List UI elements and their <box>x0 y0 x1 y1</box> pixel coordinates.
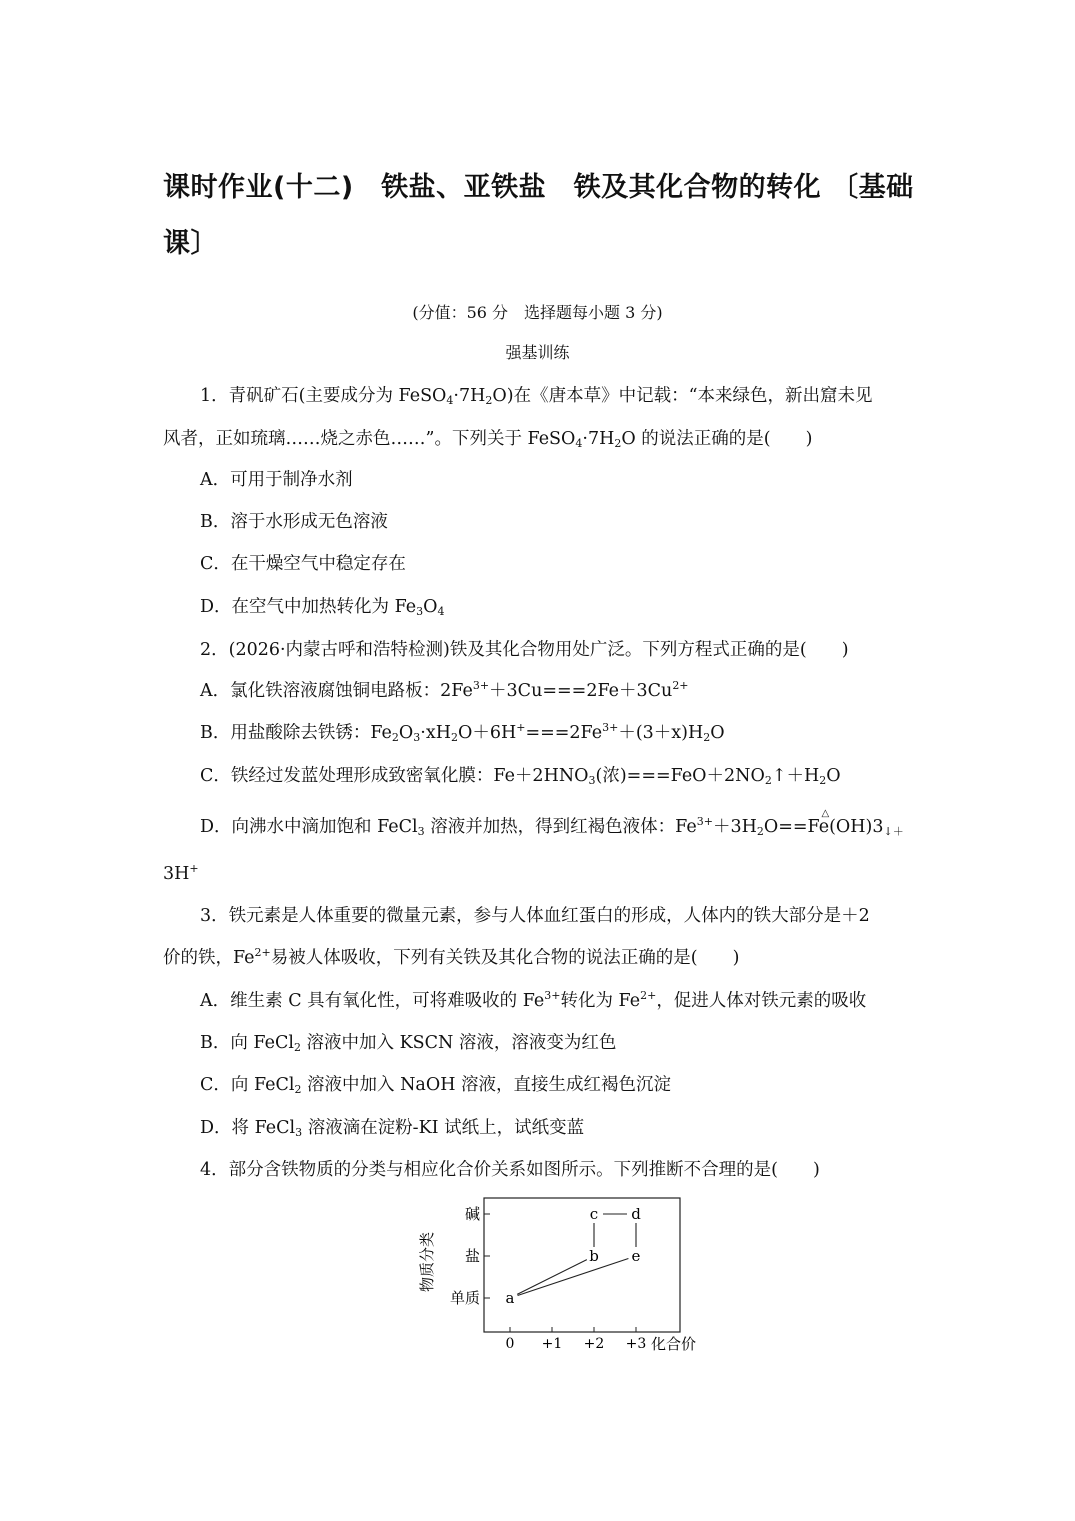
q1-option-b: B．溶于水形成无色溶液 <box>200 512 388 532</box>
plot-frame <box>484 1198 680 1332</box>
point-b: b <box>589 1247 599 1265</box>
q2-option-a: A．氯化铁溶液腐蚀铜电路板：$2Fe^{3+}+3Cu===2Fe+3Cu^{2+}$ <box>200 679 689 701</box>
relation-lines <box>517 1214 636 1295</box>
x-tick-label: +2 <box>583 1336 605 1352</box>
q1-stem-line2: 风者，正如琉璃……烧之赤色……”。下列关于 $FeSO_4\cdot 7H_2O$ 的说法正确的是( ) <box>163 429 813 450</box>
x-axis-label: 化合价 <box>651 1335 697 1353</box>
iron-valence-diagram <box>410 1188 710 1360</box>
point-c: c <box>589 1205 599 1223</box>
q2-option-b: B．用盐酸除去铁锈：$Fe_2O_3\cdot xH_2O+6H^+===2Fe^{3+}+(3+x)H_2O$ <box>200 721 725 744</box>
point-d: d <box>631 1205 641 1223</box>
q3-stem-line1: 3．铁元素是人体重要的微量元素，参与人体血红蛋白的形成，人体内的铁大部分是＋2 <box>200 906 870 926</box>
heat-symbol: △ <box>821 808 830 819</box>
q1-option-c: C．在干燥空气中稳定存在 <box>200 554 406 574</box>
x-tick-label: 0 <box>505 1336 515 1352</box>
q2-option-c: C．铁经过发蓝处理形成致密氧化膜：$Fe+2HNO_3$(浓)$===FeO+2NO_2↑+H_2O$ <box>200 766 841 787</box>
q3-stem-line2: 价的铁，$Fe^{2+}$易被人体吸收，下列有关铁及其化合物的说法正确的是( ) <box>163 946 740 968</box>
q3-option-c: C．向 FeCl$_2$ 溶液中加入 NaOH 溶液，直接生成红褐色沉淀 <box>200 1075 672 1096</box>
q1-option-d: D．在空气中加热转化为 $Fe_3O_4$ <box>200 597 445 618</box>
x-axis <box>506 1327 647 1352</box>
relation-line-a-e <box>518 1259 629 1296</box>
y-tick-label: 碱 <box>464 1205 480 1223</box>
relation-line-a-b <box>517 1260 587 1295</box>
y-axis-label: 物质分类 <box>418 1231 436 1293</box>
point-e: e <box>631 1247 641 1265</box>
q2-option-d-cont: 3H+ <box>163 862 199 884</box>
score-note: (分值：56 分 选择题每小题 3 分) <box>412 303 663 322</box>
point-a: a <box>505 1289 515 1307</box>
q3-option-b: B．向 FeCl$_2$ 溶液中加入 KSCN 溶液，溶液变为红色 <box>200 1033 617 1054</box>
page-title: 课时作业(十二) 铁盐、亚铁盐 铁及其化合物的转化 〔基础课〕 <box>163 172 914 259</box>
q4-stem: 4．部分含铁物质的分类与相应化合价关系如图所示。下列推断不合理的是( ) <box>200 1160 820 1180</box>
q1-stem-line1: 1．青矾矿石(主要成分为 $FeSO_4\cdot 7H_2O$)在《唐本草》中记载：“本来绿色，新出窟未见 <box>200 386 873 407</box>
q3-option-d: D．将 FeCl$_3$ 溶液滴在淀粉-KI 试纸上，试纸变蓝 <box>200 1118 585 1139</box>
q1-option-a: A．可用于制净水剂 <box>200 470 353 490</box>
q3-option-a: A．维生素 C 具有氧化性，可将难吸收的 $Fe^{3+}$转化为 $Fe^{2+}$，促进人体对铁元素的吸收 <box>200 989 867 1011</box>
y-tick-label: 盐 <box>464 1247 480 1265</box>
section-heading: 强基训练 <box>505 343 570 362</box>
x-tick-label: +3 <box>625 1336 647 1352</box>
x-tick-label: +1 <box>541 1336 563 1352</box>
q2-stem: 2．(2026·内蒙古呼和浩特检测)铁及其化合物用处广泛。下列方程式正确的是( ) <box>200 640 849 660</box>
q2-option-d: D．向沸水中滴加饱和 FeCl$_3$ 溶液并加热，得到红褐色液体：$Fe^{3+}+3H_2O$ △ $==Fe(OH)3_{↓+}$ <box>200 815 920 839</box>
y-tick-label: 单质 <box>449 1289 480 1307</box>
point-labels <box>506 1205 642 1307</box>
